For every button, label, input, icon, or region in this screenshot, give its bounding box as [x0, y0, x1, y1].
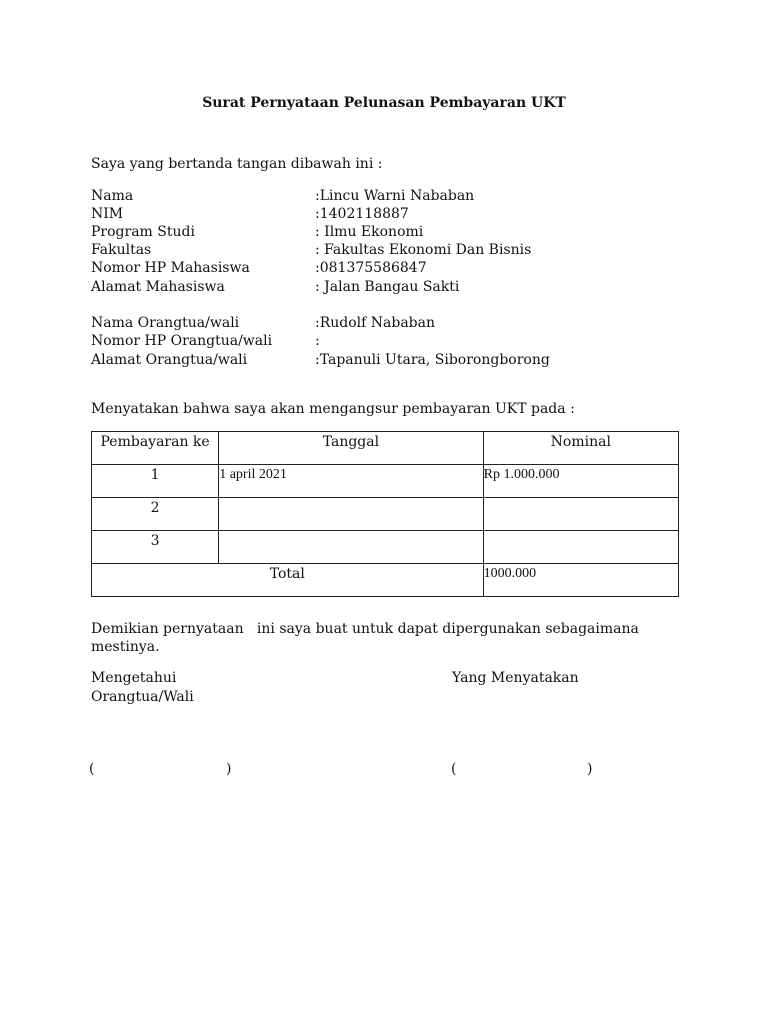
faculty-value: : Fakultas Ekonomi Dan Bisnis: [315, 242, 532, 258]
table-header-row: [92, 432, 679, 465]
program-value: : Ilmu Ekonomi: [315, 224, 424, 240]
table-row: [92, 498, 679, 531]
closing-text-line2: mestinya.: [91, 639, 160, 655]
student-nim-label: NIM: [91, 206, 124, 222]
signature-left-close-paren: ): [226, 761, 232, 777]
parent-phone-value: :: [315, 333, 320, 349]
student-phone-label: Nomor HP Mahasiswa: [91, 260, 250, 276]
sign-right-title: Yang Menyatakan: [452, 670, 579, 686]
date-cell: [219, 498, 483, 531]
student-name-label: Nama: [91, 188, 134, 204]
sign-left-subtitle: Orangtua/Wali: [91, 689, 194, 705]
amount-cell: [483, 498, 678, 531]
header-date: Tanggal: [219, 432, 483, 465]
parent-phone-label: Nomor HP Orangtua/wali: [91, 333, 273, 349]
sign-left-title: Mengetahui: [91, 670, 177, 686]
payment-no-cell: 2: [92, 498, 219, 531]
parent-address-value: :Tapanuli Utara, Siborongborong: [315, 352, 550, 368]
total-label: Total: [92, 564, 484, 597]
student-nim-value: :1402118887: [315, 206, 409, 222]
signature-right-close-paren: ): [587, 761, 593, 777]
amount-cell: [483, 531, 678, 564]
student-address-label: Alamat Mahasiswa: [91, 279, 225, 295]
header-amount: Nominal: [483, 432, 678, 465]
date-cell: 1 april 2021: [219, 465, 483, 498]
total-value: 1000.000: [483, 564, 678, 597]
header-payment-no: Pembayaran ke: [92, 432, 219, 465]
student-address-value: : Jalan Bangau Sakti: [315, 279, 460, 295]
statement-text: Menyatakan bahwa saya akan mengangsur pembayaran UKT pada :: [91, 401, 575, 417]
parent-name-label: Nama Orangtua/wali: [91, 315, 240, 331]
date-cell: [219, 531, 483, 564]
signature-left-open-paren: (: [89, 761, 95, 777]
closing-text-line1: Demikian pernyataan ini saya buat untuk dapat dipergunakan sebagaimana: [91, 621, 639, 637]
parent-address-label: Alamat Orangtua/wali: [91, 352, 248, 368]
faculty-label: Fakultas: [91, 242, 152, 258]
student-name-value: :Lincu Warni Nababan: [315, 188, 475, 204]
parent-name-value: :Rudolf Nababan: [315, 315, 436, 331]
table-total-row: [92, 564, 679, 597]
document-title: Surat Pernyataan Pelunasan Pembayaran UKT: [202, 95, 566, 111]
table-row: [92, 531, 679, 564]
table-row: [92, 465, 679, 498]
signature-right-open-paren: (: [451, 761, 457, 777]
payment-table: [91, 431, 679, 597]
payment-no-cell: 1: [92, 465, 219, 498]
intro-text: Saya yang bertanda tangan dibawah ini :: [91, 156, 383, 172]
program-label: Program Studi: [91, 224, 195, 240]
student-phone-value: :081375586847: [315, 260, 427, 276]
payment-no-cell: 3: [92, 531, 219, 564]
amount-cell: Rp 1.000.000: [483, 465, 678, 498]
